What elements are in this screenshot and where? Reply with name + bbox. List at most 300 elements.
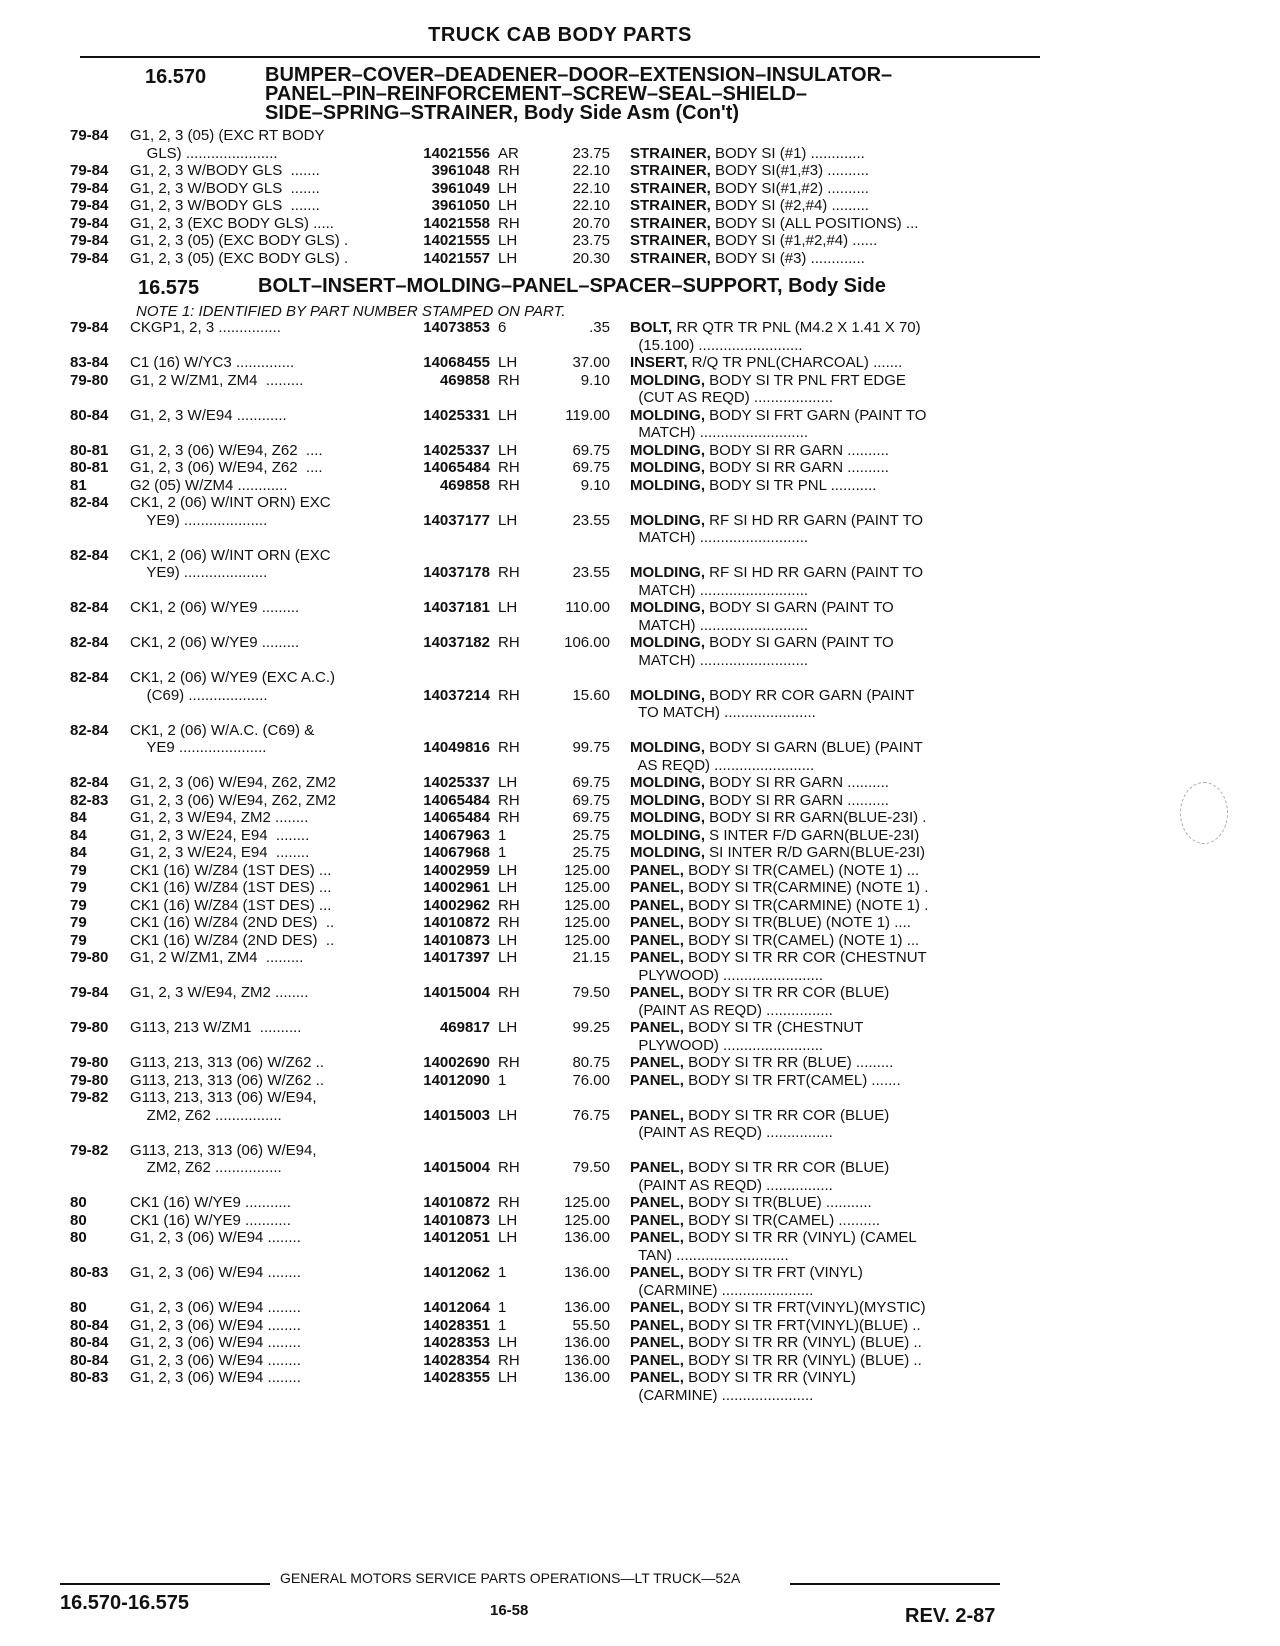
description-text: BODY SI TR(BLUE) (NOTE 1) .... — [683, 914, 911, 931]
price-cell: 22.10 — [572, 179, 610, 197]
application-cell: GLS) ...................... — [130, 144, 278, 162]
part-number-cell — [398, 967, 490, 985]
part-number-cell: 14002961 — [423, 879, 490, 896]
part-number-cell: 14028355 — [423, 1369, 490, 1386]
part-number-cell: 14028354 — [423, 1351, 490, 1369]
application-cell — [130, 1247, 398, 1265]
description-cell — [630, 774, 990, 792]
year-cell — [70, 652, 130, 670]
year-cell: 80-84 — [70, 1316, 109, 1334]
price-cell: 55.50 — [572, 1316, 610, 1334]
year-cell — [70, 687, 130, 705]
part-number-cell: 14025337 — [423, 774, 490, 791]
year-cell: 79-84 — [70, 984, 109, 1001]
application-cell: G1, 2, 3 (06) W/E94, Z62 .... — [130, 459, 323, 476]
application-cell: CK1 (16) W/Z84 (2ND DES) .. — [130, 931, 335, 949]
description-keyword: PANEL, — [630, 861, 684, 879]
description-cell — [630, 1317, 990, 1335]
table-row — [70, 652, 1040, 670]
section-title-line: BUMPER–COVER–DEADENER–DOOR–EXTENSION–INSULATOR– — [265, 64, 893, 86]
price-cell: 125.00 — [564, 931, 610, 949]
price-cell: 99.75 — [572, 739, 610, 756]
application-cell: CK1, 2 (06) W/YE9 (EXC A.C.) — [130, 669, 336, 686]
application-cell — [130, 652, 398, 670]
table-row — [70, 599, 1040, 617]
table-row — [70, 215, 1040, 233]
part-number-cell: 14037181 — [423, 599, 490, 616]
year-cell: 79-80 — [70, 1019, 109, 1036]
year-cell — [70, 1124, 130, 1142]
description-cell — [630, 1282, 990, 1300]
table-row — [70, 1229, 1040, 1247]
description-cell — [630, 1177, 990, 1195]
description-cell — [630, 197, 990, 215]
description-text: BODY SI TR(CAMEL) (NOTE 1) ... — [683, 931, 920, 949]
part-number-cell — [398, 1387, 490, 1405]
description-text: BODY SI GARN (PAINT TO — [705, 599, 894, 616]
description-cell — [630, 1264, 990, 1282]
year-cell — [70, 1247, 130, 1265]
year-cell — [70, 757, 130, 775]
description-cell — [630, 1089, 990, 1107]
quantity-cell — [490, 967, 534, 985]
application-cell: G1, 2, 3 (06) W/E94 ........ — [130, 1316, 301, 1334]
description-keyword: PANEL, — [630, 1299, 684, 1316]
quantity-cell — [490, 669, 534, 687]
price-cell: 21.15 — [572, 949, 610, 966]
application-cell: G1, 2, 3 W/BODY GLS ....... — [130, 179, 320, 197]
quantity-cell: LH — [498, 861, 518, 879]
application-cell: CKGP1, 2, 3 ............... — [130, 319, 281, 336]
year-cell: 82-84 — [70, 669, 109, 686]
application-cell: G1, 2, 3 W/E94, ZM2 ........ — [130, 809, 309, 826]
part-number-cell: 3961049 — [431, 179, 490, 197]
quantity-cell — [490, 617, 534, 635]
application-cell: G1, 2, 3 (05) (EXC RT BODY — [130, 127, 325, 144]
description-keyword: MOLDING, — [630, 791, 705, 809]
description-cell — [630, 1369, 990, 1387]
quantity-cell — [490, 424, 534, 442]
quantity-cell: RH — [498, 459, 520, 476]
quantity-cell: RH — [498, 914, 520, 931]
description-cell — [630, 582, 990, 600]
year-cell — [70, 1387, 130, 1405]
quantity-cell — [490, 1387, 534, 1405]
application-cell: G1, 2, 3 (EXC BODY GLS) ..... — [130, 214, 334, 232]
description-text: BODY SI(#1,#2) .......... — [710, 179, 869, 197]
description-text: BODY SI TR RR (VINYL) — [683, 1369, 856, 1386]
description-keyword: PANEL, — [630, 1106, 684, 1124]
description-text: BODY SI FRT GARN (PAINT TO — [705, 406, 927, 424]
description-cell — [630, 145, 990, 163]
part-number-cell — [398, 494, 490, 512]
part-number-cell — [398, 582, 490, 600]
section-header-16-570 — [70, 66, 1040, 123]
description-text: (CARMINE) ...................... — [630, 1386, 814, 1404]
description-keyword: PANEL, — [630, 1369, 684, 1386]
description-keyword: PANEL, — [630, 1211, 684, 1229]
application-cell — [130, 617, 398, 635]
description-text: MATCH) .......................... — [630, 581, 809, 599]
part-number-cell: 14015004 — [423, 984, 490, 1001]
description-cell — [630, 389, 990, 407]
table-row — [70, 529, 1040, 547]
description-cell — [630, 1159, 990, 1177]
description-cell — [630, 1352, 990, 1370]
description-text: BODY SI TR FRT(VINYL)(MYSTIC) — [683, 1299, 926, 1316]
year-cell — [70, 337, 130, 355]
description-cell — [630, 792, 990, 810]
description-text: BODY SI TR RR (VINYL) (BLUE) .. — [683, 1351, 922, 1369]
price-cell — [534, 967, 630, 985]
description-keyword: PANEL, — [630, 1264, 684, 1281]
application-cell: G1, 2, 3 (06) W/E94 ........ — [130, 1351, 301, 1369]
table-row — [70, 967, 1040, 985]
description-text: BODY SI TR RR COR (BLUE) — [683, 1159, 890, 1176]
description-keyword: STRAINER, — [630, 214, 711, 232]
description-keyword: MOLDING, — [630, 686, 705, 704]
application-cell: (C69) ................... — [130, 686, 268, 704]
description-keyword: PANEL, — [630, 931, 684, 949]
application-cell — [130, 582, 398, 600]
description-text: BODY SI GARN (BLUE) (PAINT — [705, 739, 923, 756]
application-cell: C1 (16) W/YC3 .............. — [130, 354, 295, 371]
part-number-cell: 14067963 — [423, 826, 490, 844]
description-keyword: MOLDING, — [630, 599, 705, 616]
table-row — [70, 477, 1040, 495]
description-cell — [630, 1194, 990, 1212]
part-number-cell — [398, 424, 490, 442]
year-cell — [70, 564, 130, 582]
description-cell — [630, 494, 990, 512]
quantity-cell: RH — [498, 634, 520, 651]
section-header-16-575 — [70, 277, 1040, 300]
price-cell: 20.70 — [572, 214, 610, 232]
price-cell: 119.00 — [565, 406, 610, 424]
table-row — [70, 1142, 1040, 1160]
description-cell — [630, 652, 990, 670]
description-cell — [630, 1002, 990, 1020]
description-text: TO MATCH) ...................... — [630, 704, 816, 721]
year-cell — [70, 1037, 130, 1055]
part-number-cell: 14065484 — [423, 791, 490, 809]
quantity-cell: LH — [498, 249, 518, 267]
quantity-cell: LH — [498, 511, 518, 529]
part-number-cell: 14037214 — [423, 686, 490, 704]
title-rule — [80, 56, 1040, 58]
quantity-cell: LH — [498, 197, 518, 214]
description-keyword: STRAINER, — [630, 162, 711, 179]
description-cell — [630, 232, 990, 250]
quantity-cell: LH — [498, 406, 518, 424]
footer-section-range: 16.570-16.575 — [60, 1592, 190, 1614]
description-text: MATCH) .......................... — [630, 616, 809, 634]
price-cell: 23.75 — [572, 144, 610, 162]
quantity-cell — [490, 1177, 534, 1195]
part-number-cell — [398, 1002, 490, 1020]
application-cell — [130, 424, 398, 442]
quantity-cell: LH — [498, 1211, 518, 1229]
year-cell: 80 — [70, 1229, 87, 1246]
quantity-cell: 1 — [498, 1316, 507, 1334]
part-number-cell — [398, 757, 490, 775]
application-cell: G113, 213, 313 (06) W/E94, — [130, 1089, 317, 1106]
year-cell: 82-84 — [70, 494, 109, 511]
description-cell — [630, 547, 990, 565]
description-text: BODY SI TR RR COR (BLUE) — [683, 984, 890, 1001]
part-number-cell: 14010873 — [423, 1211, 490, 1229]
description-cell — [630, 319, 990, 337]
quantity-cell: RH — [498, 214, 520, 232]
description-text: (CUT AS REQD) ................... — [630, 389, 834, 406]
description-cell — [630, 250, 990, 268]
price-cell: 125.00 — [564, 1211, 610, 1229]
year-cell: 79-84 — [70, 179, 109, 197]
year-cell — [70, 1177, 130, 1195]
description-keyword: PANEL, — [630, 984, 684, 1001]
table-row — [70, 512, 1040, 530]
application-cell: G1, 2 W/ZM1, ZM4 ......... — [130, 371, 304, 389]
table-row — [70, 564, 1040, 582]
quantity-cell: RH — [498, 1159, 520, 1176]
part-number-cell: 14065484 — [423, 809, 490, 826]
application-cell: CK1, 2 (06) W/YE9 ......... — [130, 634, 300, 651]
price-cell — [534, 1002, 630, 1020]
table-row — [70, 442, 1040, 460]
table-row — [70, 844, 1040, 862]
table-row — [70, 1282, 1040, 1300]
quantity-cell: LH — [498, 441, 518, 459]
description-text: BODY SI TR (CHESTNUT — [683, 1019, 864, 1036]
application-cell — [130, 1177, 398, 1195]
price-cell — [534, 617, 630, 635]
part-number-cell — [398, 1247, 490, 1265]
application-cell: CK1, 2 (06) W/A.C. (C69) & — [130, 721, 315, 739]
year-cell: 80-81 — [70, 441, 109, 459]
description-text: BODY SI TR FRT (VINYL) — [683, 1264, 863, 1281]
part-number-cell — [398, 529, 490, 547]
description-keyword: PANEL, — [630, 1334, 684, 1351]
quantity-cell — [490, 652, 534, 670]
description-text: BODY SI TR RR COR (BLUE) — [683, 1106, 890, 1124]
quantity-cell — [490, 1089, 534, 1107]
footer-publisher: GENERAL MOTORS SERVICE PARTS OPERATIONS—LT TRUCK—52A — [280, 1570, 741, 1586]
description-cell — [630, 599, 990, 617]
part-number-cell: 14015004 — [423, 1159, 490, 1176]
application-cell: G1, 2, 3 W/E24, E94 ........ — [130, 844, 310, 861]
price-cell: 125.00 — [564, 914, 610, 931]
year-cell: 79-84 — [70, 127, 109, 144]
year-cell: 84 — [70, 844, 87, 861]
description-cell — [630, 564, 990, 582]
application-cell: G1, 2 W/ZM1, ZM4 ......... — [130, 949, 304, 966]
part-number-cell: 14012051 — [423, 1229, 490, 1246]
price-cell: 136.00 — [564, 1264, 610, 1281]
part-number-cell: 14015003 — [423, 1106, 490, 1124]
description-cell — [630, 354, 990, 372]
price-cell — [534, 722, 630, 740]
description-cell — [630, 967, 990, 985]
description-keyword: STRAINER, — [630, 197, 711, 214]
year-cell: 80-83 — [70, 1264, 109, 1281]
section-note: NOTE 1: IDENTIFIED BY PART NUMBER STAMPED ON PART. — [136, 303, 566, 320]
year-cell: 80 — [70, 1211, 87, 1229]
description-text: (CARMINE) ...................... — [630, 1281, 814, 1299]
part-number-cell: 14012090 — [423, 1071, 490, 1089]
description-cell — [630, 459, 990, 477]
price-cell — [534, 1089, 630, 1107]
part-number-cell: 14012062 — [423, 1264, 490, 1281]
description-keyword: MOLDING, — [630, 739, 705, 756]
year-cell: 79 — [70, 931, 87, 949]
application-cell: G1, 2, 3 W/E94 ............ — [130, 406, 287, 424]
part-number-cell — [398, 704, 490, 722]
price-cell: 37.00 — [572, 354, 610, 371]
footer-page-number: 16-58 — [490, 1602, 529, 1619]
table-row — [70, 1317, 1040, 1335]
description-cell — [630, 1247, 990, 1265]
description-cell — [630, 949, 990, 967]
description-cell — [630, 1107, 990, 1125]
description-keyword: MOLDING, — [630, 634, 705, 651]
price-cell: 69.75 — [572, 809, 610, 826]
table-row — [70, 459, 1040, 477]
table-row — [70, 1107, 1040, 1125]
quantity-cell: LH — [498, 599, 518, 616]
quantity-cell — [490, 1002, 534, 1020]
quantity-cell — [490, 1247, 534, 1265]
part-number-cell: 14025331 — [423, 406, 490, 424]
description-keyword: MOLDING, — [630, 459, 705, 476]
table-row — [70, 1177, 1040, 1195]
part-number-cell — [398, 389, 490, 407]
description-text: BODY SI TR(CAMEL) .......... — [683, 1211, 881, 1229]
quantity-cell: LH — [498, 931, 518, 949]
year-cell: 79-80 — [70, 371, 109, 389]
quantity-cell: LH — [498, 1019, 518, 1036]
price-cell — [534, 757, 630, 775]
year-cell: 79 — [70, 879, 87, 896]
part-number-cell — [398, 547, 490, 565]
description-text: MATCH) .......................... — [630, 651, 809, 669]
year-cell — [70, 1002, 130, 1020]
description-text: BODY SI TR(CARMINE) (NOTE 1) . — [683, 896, 929, 914]
table-row — [70, 634, 1040, 652]
price-cell: 23.55 — [572, 511, 610, 529]
year-cell: 82-84 — [70, 721, 109, 739]
quantity-cell: RH — [498, 564, 520, 581]
price-cell — [534, 1142, 630, 1160]
price-cell: 22.10 — [572, 162, 610, 179]
application-cell: G1, 2, 3 W/BODY GLS ....... — [130, 197, 320, 214]
year-cell: 79-84 — [70, 214, 109, 232]
application-cell: G1, 2, 3 (06) W/E94 ........ — [130, 1229, 301, 1246]
year-cell: 79-84 — [70, 232, 109, 249]
year-cell: 80-83 — [70, 1369, 109, 1386]
application-cell — [130, 529, 398, 547]
quantity-cell: RH — [498, 1194, 520, 1211]
description-cell — [630, 1019, 990, 1037]
price-cell: 106.00 — [564, 634, 610, 651]
year-cell: 79-80 — [70, 1071, 109, 1089]
section-title-line: SIDE–SPRING–STRAINER, Body Side Asm (Con't) — [265, 102, 740, 124]
description-text: BODY SI (#1) ............. — [710, 144, 865, 162]
price-cell: 79.50 — [572, 1159, 610, 1176]
description-cell — [630, 862, 990, 880]
year-cell: 79-84 — [70, 319, 109, 336]
part-number-cell: 14037178 — [423, 564, 490, 581]
table-row — [70, 1002, 1040, 1020]
part-number-cell: 14002962 — [423, 896, 490, 914]
description-keyword: PANEL, — [630, 1351, 684, 1369]
quantity-cell: LH — [498, 354, 518, 371]
quantity-cell — [490, 1282, 534, 1300]
description-cell — [630, 1054, 990, 1072]
description-cell — [630, 1037, 990, 1055]
application-cell: G1, 2, 3 (06) W/E94 ........ — [130, 1264, 301, 1281]
price-cell: 99.25 — [572, 1019, 610, 1036]
price-cell: 23.55 — [572, 564, 610, 581]
description-cell — [630, 1387, 990, 1405]
part-number-cell — [398, 1124, 490, 1142]
description-keyword: PANEL, — [630, 914, 684, 931]
application-cell: G1, 2, 3 (06) W/E94, Z62, ZM2 — [130, 791, 336, 809]
price-cell — [534, 424, 630, 442]
application-cell: G113, 213 W/ZM1 .......... — [130, 1019, 302, 1036]
application-cell: CK1 (16) W/YE9 ........... — [130, 1211, 291, 1229]
price-cell — [534, 529, 630, 547]
price-cell: 136.00 — [564, 1334, 610, 1351]
part-number-cell: 14021558 — [423, 214, 490, 232]
price-cell — [534, 1247, 630, 1265]
quantity-cell: 1 — [498, 1299, 507, 1316]
description-text: (PAINT AS REQD) ................ — [630, 1001, 833, 1019]
part-number-cell — [398, 1282, 490, 1300]
description-cell — [630, 844, 990, 862]
part-number-cell: 14021556 — [423, 144, 490, 162]
part-number-cell: 14037177 — [423, 511, 490, 529]
part-number-cell — [398, 617, 490, 635]
year-cell: 79 — [70, 896, 87, 914]
application-cell: G1, 2, 3 (06) W/E94 ........ — [130, 1299, 301, 1316]
quantity-cell: LH — [498, 1369, 518, 1386]
application-cell: CK1, 2 (06) W/YE9 ......... — [130, 599, 300, 616]
part-number-cell: 3961050 — [431, 197, 490, 214]
price-cell — [534, 494, 630, 512]
application-cell: ZM2, Z62 ................ — [130, 1159, 282, 1176]
price-cell — [534, 127, 630, 145]
application-cell: CK1 (16) W/Z84 (1ST DES) ... — [130, 879, 332, 896]
table-row — [70, 1387, 1040, 1405]
description-cell — [630, 827, 990, 845]
description-text: BODY SI(#1,#3) .......... — [710, 162, 869, 179]
description-keyword: MOLDING, — [630, 511, 705, 529]
description-text: BODY SI RR GARN .......... — [705, 774, 889, 791]
quantity-cell: AR — [498, 144, 519, 162]
part-number-cell — [398, 1142, 490, 1160]
price-cell — [534, 1177, 630, 1195]
price-cell: 25.75 — [572, 844, 610, 861]
table-row — [70, 424, 1040, 442]
application-cell: YE9 ..................... — [130, 739, 267, 756]
year-cell: 82-84 — [70, 774, 109, 791]
quantity-cell: LH — [498, 879, 518, 896]
price-cell: 69.75 — [572, 774, 610, 791]
quantity-cell: 1 — [498, 826, 507, 844]
description-cell — [630, 687, 990, 705]
part-number-cell: 14073853 — [423, 319, 490, 336]
quantity-cell — [490, 582, 534, 600]
